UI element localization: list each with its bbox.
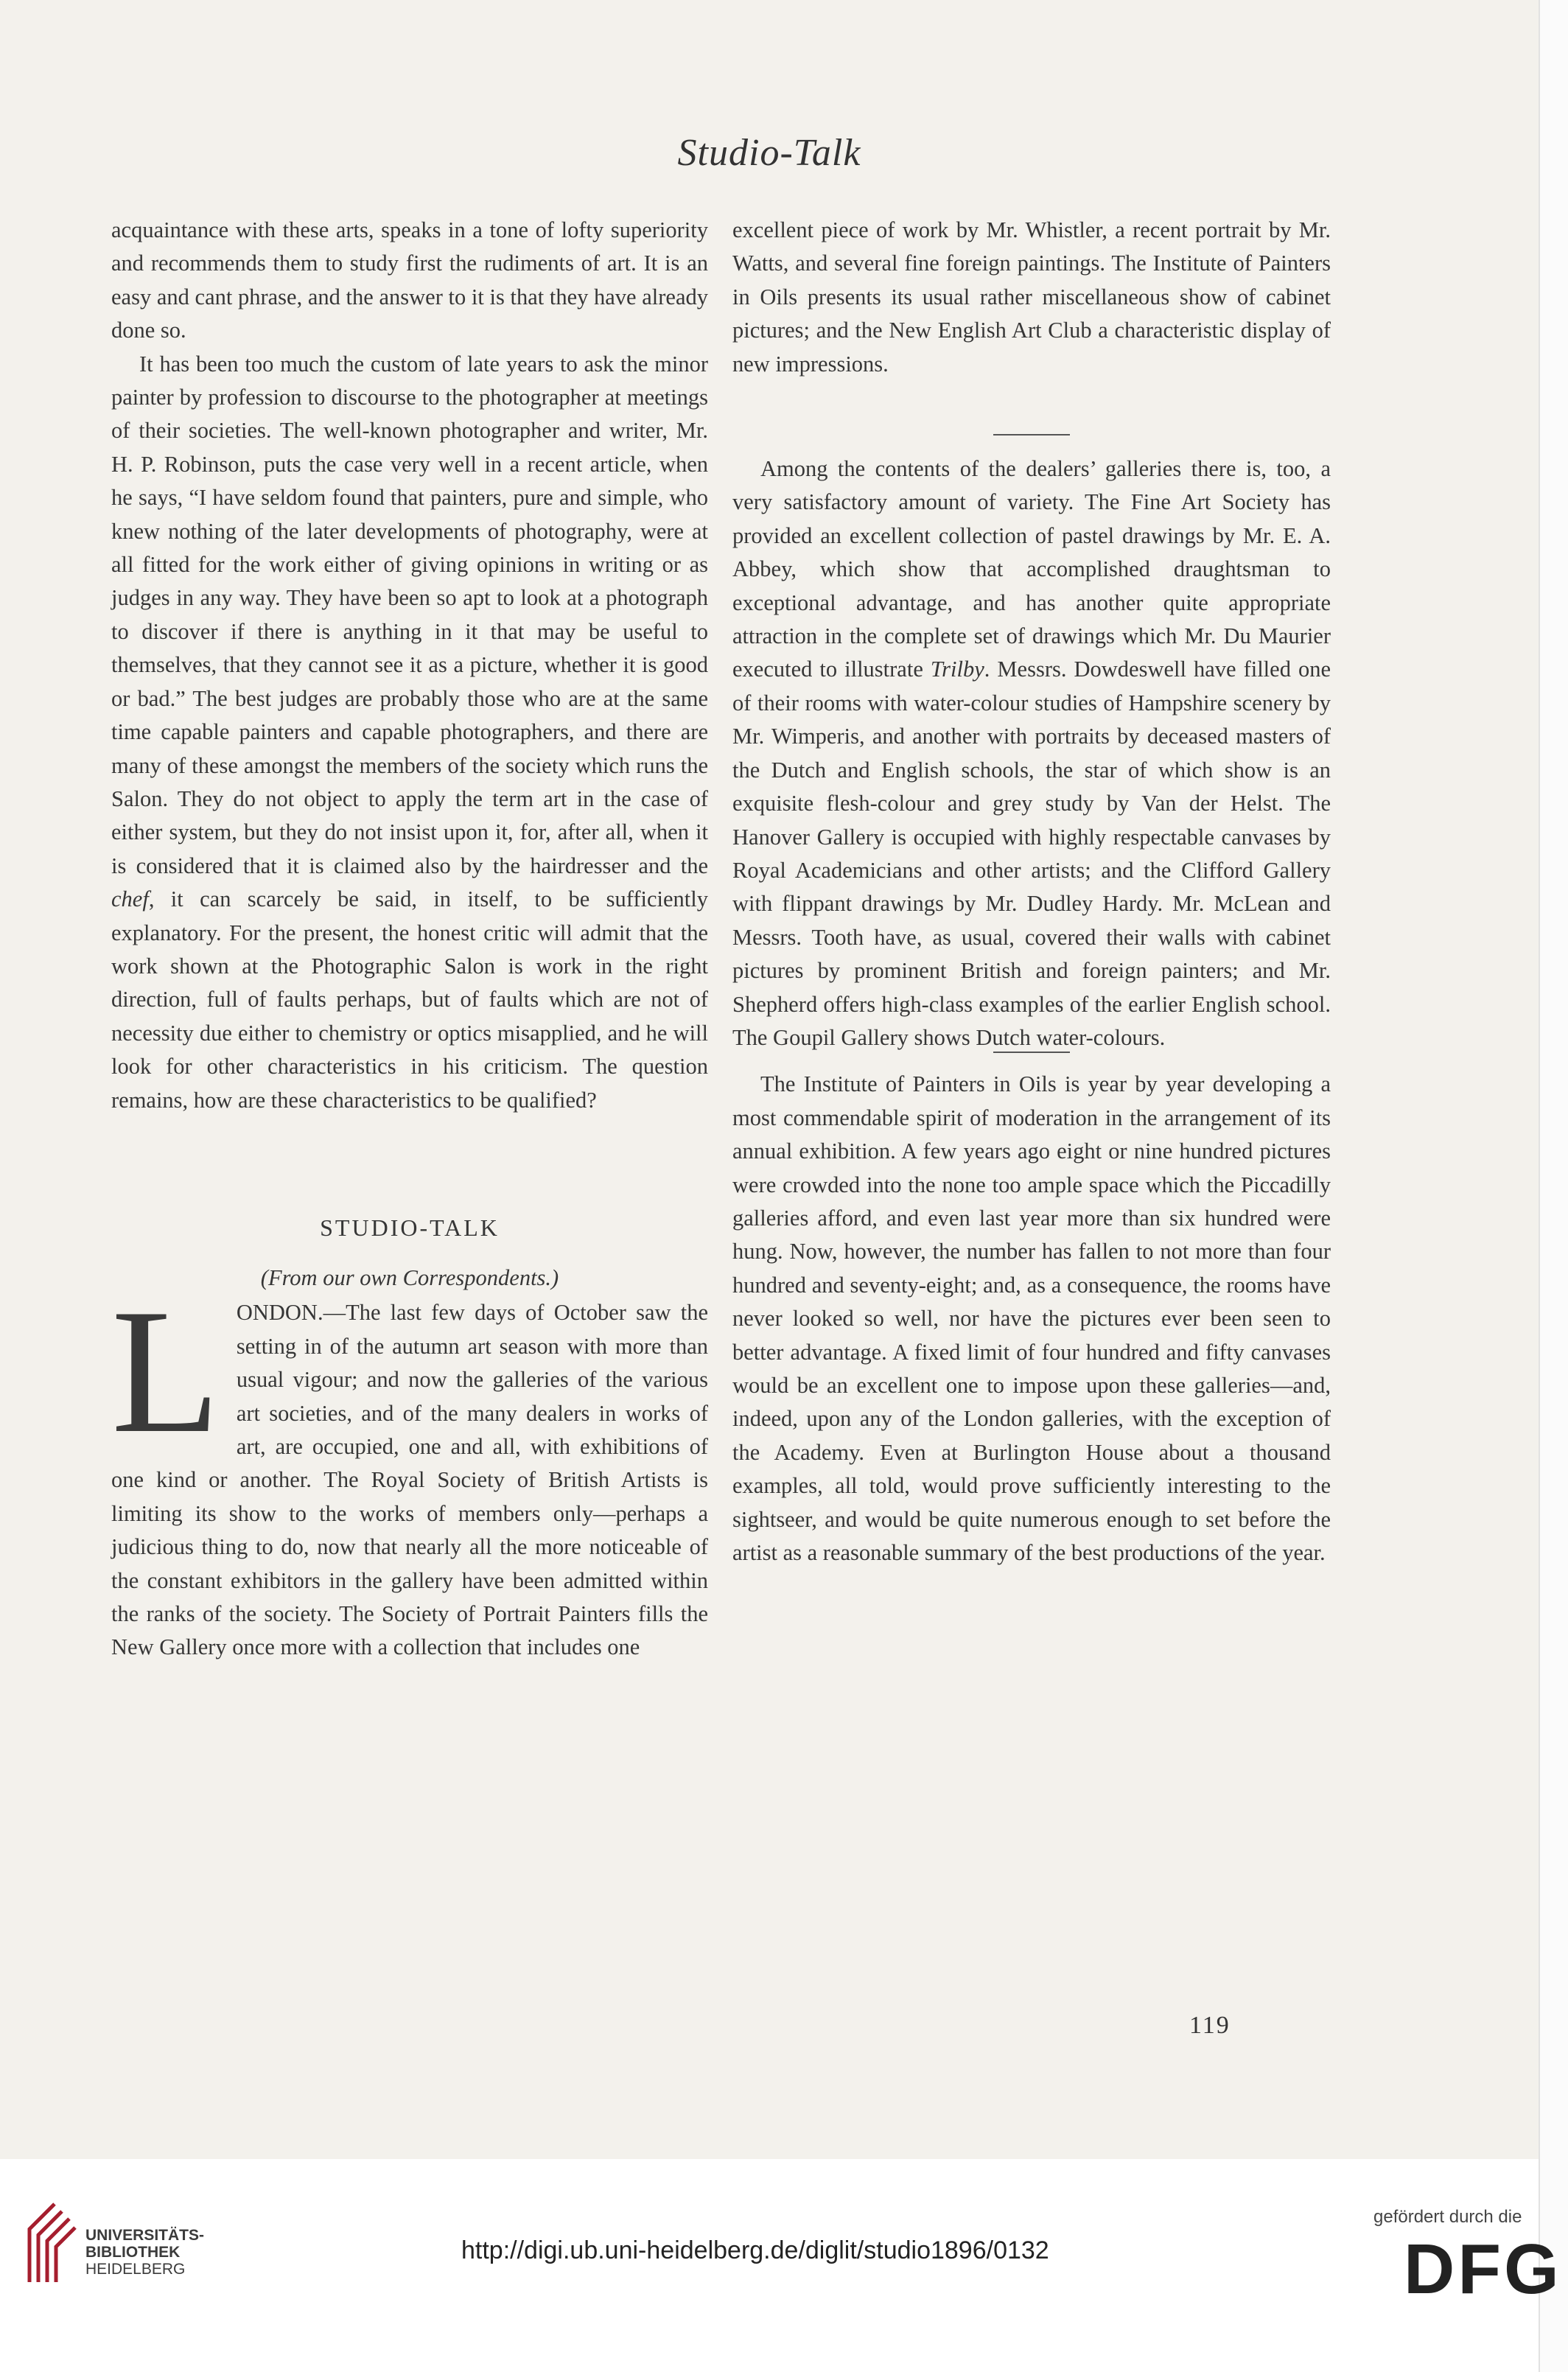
right-paragraph-2: Among the contents of the dealers’ galleries there is, too, a very satisfactory amount of variety. The Fine Art Society has provided an excellent collection of pastel drawings by Mr. E. A. Abbey, which show that accomplished draughtsman to exceptional advantage, and has another quite appropriate attraction in the complete set of drawings which Mr. Du Maurier executed to illustrate Trilby. Messrs. Dowdeswell have filled one of their rooms with water-colour studies of Hampshire scenery by Mr. Wimperis, and another with portraits by deceased masters of the Dutch and English schools, the star of which show is an exquisite flesh-colour and grey study by Van der Helst. The Hanover Gallery is occupied with highly respectable canvases by Royal Academicians and other artists; and the Clifford Gallery with flippant drawings by Mr. Dudley Hardy. Mr. McLean and Messrs. Tooth have, as usual, covered their walls with cabinet pictures by prominent British and foreign painters; and Mr. Shepherd offers high-class examples of the earlier English school. The Goupil Gallery shows Dutch water-colours. (732, 456, 1331, 1050)
digitization-footer (0, 2159, 1539, 2372)
left-column (111, 214, 708, 1665)
dfg-logo: DFG (1404, 2230, 1562, 2309)
left-paragraph-1: acquaintance with these arts, speaks in a tone of lofty superiority and recommends them to study first the rudiments of art. It is an easy and cant phrase, and the answer to it is that they have already done so. (111, 217, 708, 343)
scan-margin (1539, 0, 1568, 2372)
funder-caption: gefördert durch die (1373, 2207, 1522, 2227)
page-number: 119 (1189, 2012, 1231, 2039)
library-name: UNIVERSITÄTS- BIBLIOTHEK HEIDELBERG (85, 2227, 205, 2278)
right-paragraph-3: The Institute of Painters in Oils is year by year developing a most commendable spirit of moderation in the arrangement of its annual exhibition. A few years ago eight or nine hundred pictures were crowded into the none too ample space which the Piccadilly galleries afford, and even last year more than six hundred were hung. Now, however, the number has fallen to not more than four hundred and seventy-eight; and, as a consequence, the rooms have never looked so well, nor have the pictures ever been seen to better advantage. A fixed limit of four hundred and fifty canvases would be an excellent one to impose upon these galleries—and, indeed, upon any of the London galleries, with the exception of the Academy. Even at Burlington House about a thousand examples, all told, would prove sufficiently interesting to the sightseer, and would be quite numerous enough to set before the artist as a reasonable summary of the best productions of the year. (732, 1071, 1331, 1566)
section-byline: (From our own Correspondents.) (260, 1264, 559, 1290)
library-logo-icon (25, 2200, 78, 2288)
permalink-url[interactable]: http://digi.ub.uni-heidelberg.de/diglit/studio1896/0132 (461, 2236, 1049, 2264)
section-heading: STUDIO-TALK (320, 1214, 500, 1241)
section-divider (993, 434, 1070, 435)
right-paragraph-1: excellent piece of work by Mr. Whistler, a recent portrait by Mr. Watts, and several fine foreign paintings. The Institute of Painters in Oils presents its usual rather miscellaneous show of cabinet pictures; and the New English Art Club a characteristic display of new impressions. (732, 217, 1331, 377)
right-column (732, 214, 1331, 1570)
left-paragraph-3: LONDON.—The last few days of October saw the setting in of the autumn art season with more than usual vigour; and now the galleries of the various art societies, and of the many dealers in works of art, are occupied, one and all, with exhibitions of one kind or another. The Royal Society of British Artists is limiting its show to the works of members only—perhaps a judicious thing to do, now that nearly all the more noticeable of the constant exhibitors in the gallery have been admitted within the ranks of the society. The Society of Portrait Painters fills the New Gallery once more with a collection that includes one (111, 1273, 708, 1660)
running-header: Studio-Talk (677, 132, 861, 174)
left-paragraph-2: It has been too much the custom of late years to ask the minor painter by profession to discourse to the photographer at meetings of their societies. The well-known photographer and writer, Mr. H. P. Robinson, puts the case very well in a recent article, when he says, “I have seldom found that painters, pure and simple, who knew nothing of the later developments of photography, were at all fitted for the work either of giving opinions in writing or as judges in any way. They have been so apt to look at a photograph to discover if there is anything in it that may be useful to themselves, that they cannot see it as a picture, whether it is good or bad.” The best judges are probably those who are at the same time capable painters and capable photographers, and there are many of these amongst the members of the society which runs the Salon. They do not object to apply the term art in the case of either system, but they do not insist upon it, for, after all, when it is considered that it is claimed also by the hairdresser and the chef, it can scarcely be said, in itself, to be sufficiently explanatory. For the present, the honest critic will admit that the work shown at the Photographic Salon is work in the right direction, full of faults perhaps, but of faults which are not of necessity due either to chemistry or optics misapplied, and he will look for other characteristics in his criticism. The question remains, how are these characteristics to be qualified? (111, 351, 708, 1113)
drop-cap: L (111, 1273, 220, 1471)
